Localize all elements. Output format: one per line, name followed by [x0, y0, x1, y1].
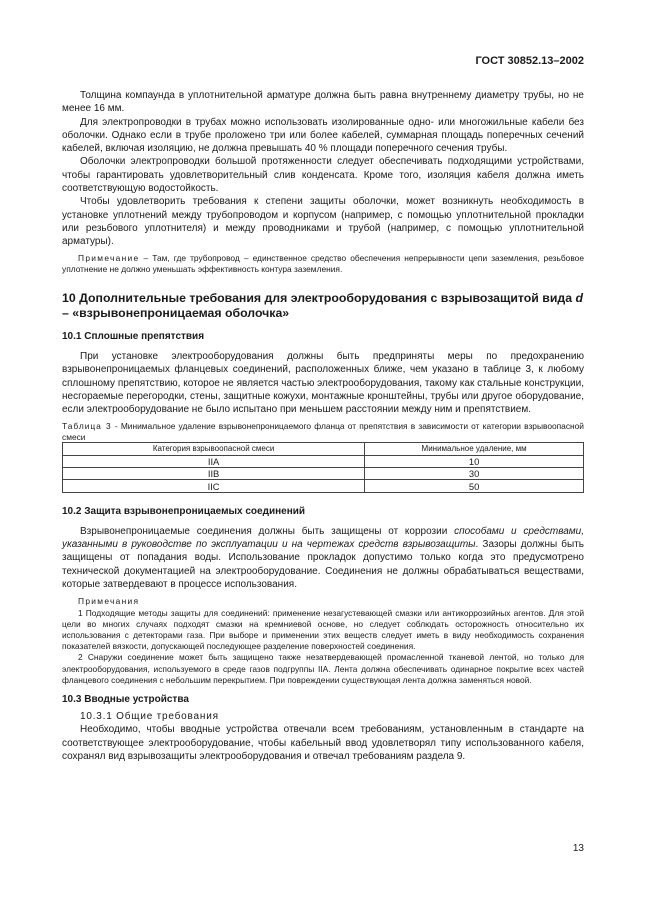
- table-caption: [62, 421, 584, 442]
- subsection-title: 10.3 Вводные устройства: [62, 693, 189, 705]
- table-row: [63, 468, 584, 480]
- paragraph-part: Взрывонепроницаемые соединения должны быть защищены от коррозии: [80, 525, 455, 537]
- subsubsection-title: 10.3.1 Общие требования: [80, 710, 219, 722]
- table-cell: IIA: [63, 455, 365, 467]
- table-row: [63, 455, 584, 467]
- paragraph: [62, 525, 584, 591]
- notes-label: [62, 596, 584, 607]
- subsection-title: 10.2 Защита взрывонепроницаемых соединений: [62, 505, 306, 517]
- clearance-table: [62, 442, 584, 493]
- page-content: [62, 89, 584, 763]
- table-header-cell: Категория взрывоопасной смеси: [63, 443, 365, 455]
- subsection-title: 10.1 Сплошные препятствия: [62, 330, 205, 342]
- notes-label-text: Примечания: [78, 596, 140, 607]
- paragraph: Для электропроводки в трубах можно использовать изолированные одно- или многожильные кабели без оболочки. Однако если в трубе проложено три или более кабелей, суммарная площадь поперечных сечений кабелей, включая изоляцию, не должна превышать 40 % площади поперечного сечения трубы.: [62, 116, 584, 155]
- paragraph: Необходимо, чтобы вводные устройства отвечали всем требованиям, установленным в стандарте на соответствующее электрооборудование, чтобы кабельный ввод удовлетворял типу использованного кабеля, сохранял вид взрывозащиты электрооборудования и отвечал требованиям раздела 9.: [62, 724, 584, 762]
- table-header-cell: Минимальное удаление, мм: [365, 443, 584, 455]
- section-title-part: – «взрывонепроницаемая оболочка»: [62, 305, 290, 320]
- note: 2 Снаружи соединение может быть защищено также незатвердевающей промасленной тканевой лентой, но только для электрооборудования, используемого в среде газов подгруппы IIA. Лента должна обеспечивать одинарное покрытие всех частей фланцевого соединения с небольшим перекрытием. При повреждении существующая лента должна заменяться новой.: [62, 652, 584, 685]
- section-title: [62, 291, 584, 321]
- paragraph: Чтобы удовлетворить требования к степени защиты оболочки, может возникнуть необходимость в установке уплотнений между трубопроводом и корпусом (например, с помощью уплотнительной прокладки или резьбового уплотнителя) и между проводниками и трубой (например, с помощью уплотнительной арматуры).: [62, 196, 584, 248]
- page-number: 13: [572, 843, 584, 854]
- note-text: – Там, где трубопровод – единственное средство обеспечения непрерывности цепи заземления, резьбовое уплотнение не должно уменьшать эффективность контура заземления.: [62, 252, 584, 274]
- paragraph-italic: способами и средствами, указанными в руководстве по эксплуатации и на чертежах средств взрывозащиты: [62, 525, 584, 551]
- paragraph: Оболочки электропроводки большой протяженности следует обеспечивать подходящими устройствами, чтобы гарантировать удовлетворительный слив конденсата. Кроме того, изоляция кабеля должна иметь соответствующую водостойкость.: [62, 156, 584, 195]
- table-row: [63, 480, 584, 492]
- table-caption-text: - Минимальное удаление взрывонепроницаемого фланца от препятствия в зависимости от категории взрывоопасной смеси: [62, 421, 584, 442]
- section-title-italic: d: [575, 290, 583, 305]
- table-cell: 30: [365, 468, 584, 480]
- table-header-row: [63, 443, 584, 455]
- paragraph-part: . Зазоры должны быть защищены от попадания воды. Использование прокладок допустимо только когда это предусмотрено технической документацией на электрооборудование. Соединения не должны обрабатываться веществами, которые затвердевают в процессе использования.: [62, 539, 584, 591]
- section-title-part: 10 Дополнительные требования для электрооборудования с взрывозащитой вида: [62, 290, 576, 305]
- note: [62, 253, 584, 275]
- document-header: ГОСТ 30852.13–2002: [475, 55, 584, 67]
- table-caption-label: Таблица 3: [62, 421, 112, 432]
- table-cell: IIB: [63, 468, 365, 480]
- table-cell: IIC: [63, 480, 365, 492]
- note: 1 Подходящие методы защиты для соединений: применение незагустевающей смазки или антикоррозийных агентов. Для этой цели во многих случаях подходят смазки на кремниевой основе, но следует соблюдать осторожность относительно их использования с детекторами газа. При выборе и применении этих веществ следует иметь в виду необходимость сохранения показателей вязкости, допускающей последующее разделение поверхностей соединения.: [62, 607, 584, 652]
- table-cell: 50: [365, 480, 584, 492]
- table-cell: 10: [365, 455, 584, 467]
- paragraph: При установке электрооборудования должны быть предприняты меры по предохранению взрывонепроницаемых фланцевых соединений, расположенных ближе, чем указано в таблице 3, к любому сплошному препятствию, которое не является частью электрооборудования, такому как стальные конструкции, несгораемые перегородки, стены, защитные кожухи, монтажные кронштейны, трубы или другое оборудование, если электрооборудование не было испытано при меньшем расстоянии между ним и препятствием.: [62, 350, 584, 416]
- note-label: Примечание: [78, 252, 140, 263]
- paragraph: Толщина компаунда в уплотнительной арматуре должна быть равна внутреннему диаметру трубы, но не менее 16 мм.: [62, 90, 584, 115]
